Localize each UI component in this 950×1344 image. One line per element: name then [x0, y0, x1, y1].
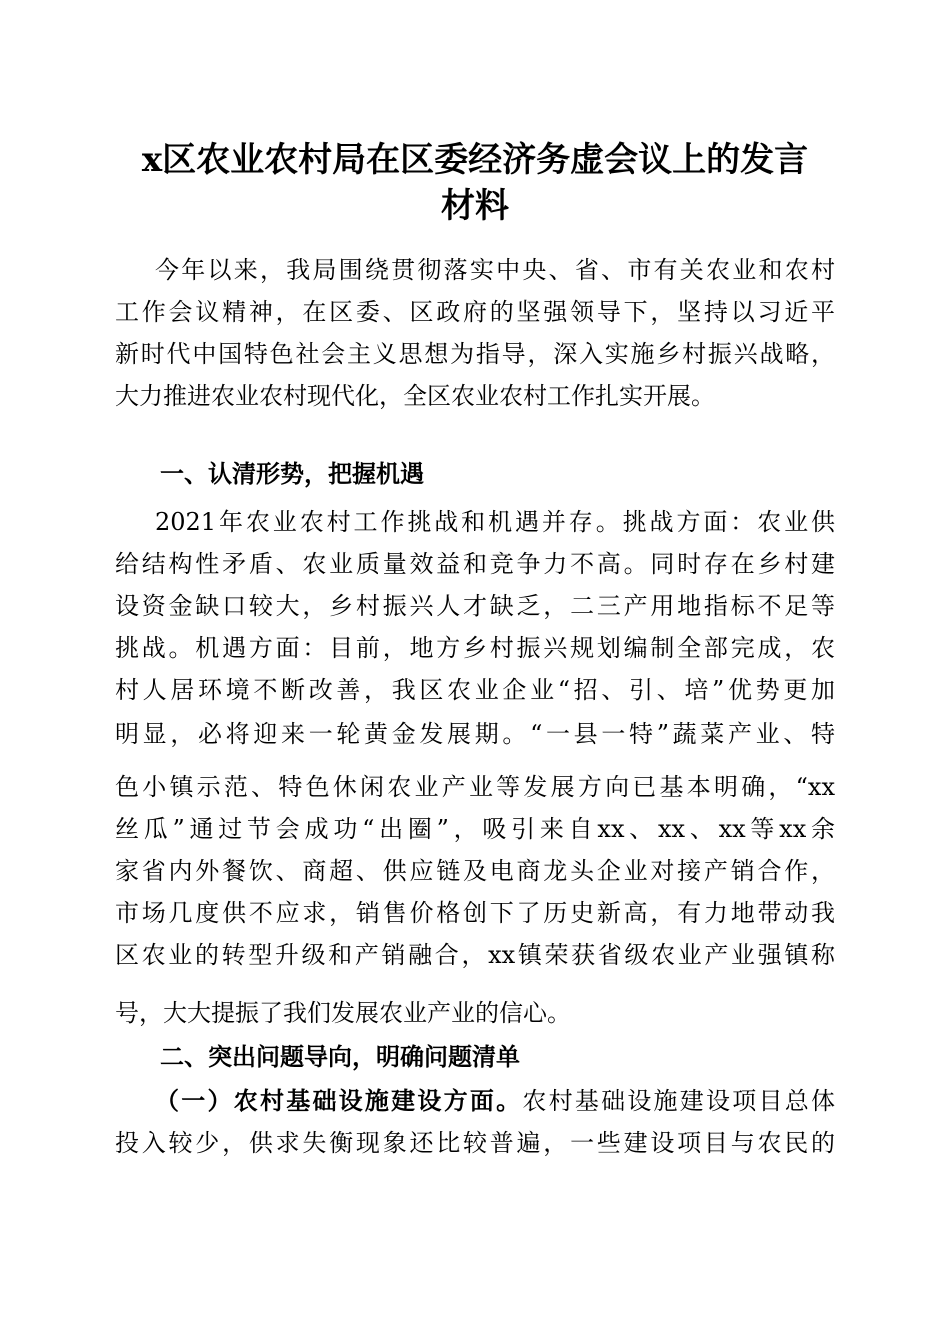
document-title-line-2: 材料: [441, 186, 509, 226]
paragraph-line: 号，大大提振了我们发展农业产业的信心。: [115, 999, 571, 1027]
paragraph-line: 市场几度供不应求，销售价格创下了历史新高，有力地带动我: [115, 899, 835, 927]
paragraph-line: [155, 1080, 835, 1122]
paragraph-line: 家省内外餐饮、商超、供应链及电商龙头企业对接产销合作，: [115, 857, 835, 885]
paragraph-text: 农村基础设施建设项目总体: [522, 1087, 835, 1115]
paragraph-line: 2021年农业农村工作挑战和机遇并存。挑战方面：农业供: [155, 508, 835, 536]
paragraph-line: 设资金缺口较大，乡村振兴人才缺乏，二三产用地指标不足等: [115, 592, 835, 620]
paragraph-line: 新时代中国特色社会主义思想为指导，深入实施乡村振兴战略，: [115, 340, 835, 368]
paragraph-line: 色小镇示范、特色休闲农业产业等发展方向已基本明确，“xx: [115, 773, 835, 801]
section-heading-2: 二、突出问题导向，明确问题清单: [160, 1043, 520, 1071]
paragraph-line: 村人居环境不断改善，我区农业企业“招、引、培”优势更加: [115, 676, 835, 704]
paragraph-line: 丝瓜”通过节会成功“出圈”，吸引来自xx、xx、xx等xx余: [115, 815, 835, 843]
paragraph-line: 投入较少，供求失衡现象还比较普遍，一些建设项目与农民的: [115, 1129, 835, 1157]
paragraph-line: 给结构性矛盾、农业质量效益和竞争力不高。同时存在乡村建: [115, 550, 835, 578]
subsection-lead: （一）农村基础设施建设方面。: [155, 1086, 523, 1115]
document-title-line-1: x区农业农村局在区委经济务虚会议上的发言: [141, 140, 809, 180]
section-heading-1: 一、认清形势，把握机遇: [160, 460, 424, 488]
paragraph-line: 区农业的转型升级和产销融合，xx镇荣获省级农业产业强镇称: [115, 941, 835, 969]
paragraph-line: 明显，必将迎来一轮黄金发展期。“一县一特”蔬菜产业、特: [115, 720, 835, 748]
paragraph-line: 挑战。机遇方面：目前，地方乡村振兴规划编制全部完成，农: [115, 634, 835, 662]
paragraph-line: 工作会议精神，在区委、区政府的坚强领导下，坚持以习近平: [115, 298, 835, 326]
paragraph-line: 今年以来，我局围绕贯彻落实中央、省、市有关农业和农村: [155, 256, 835, 284]
paragraph-line: 大力推进农业农村现代化，全区农业农村工作扎实开展。: [115, 382, 715, 410]
